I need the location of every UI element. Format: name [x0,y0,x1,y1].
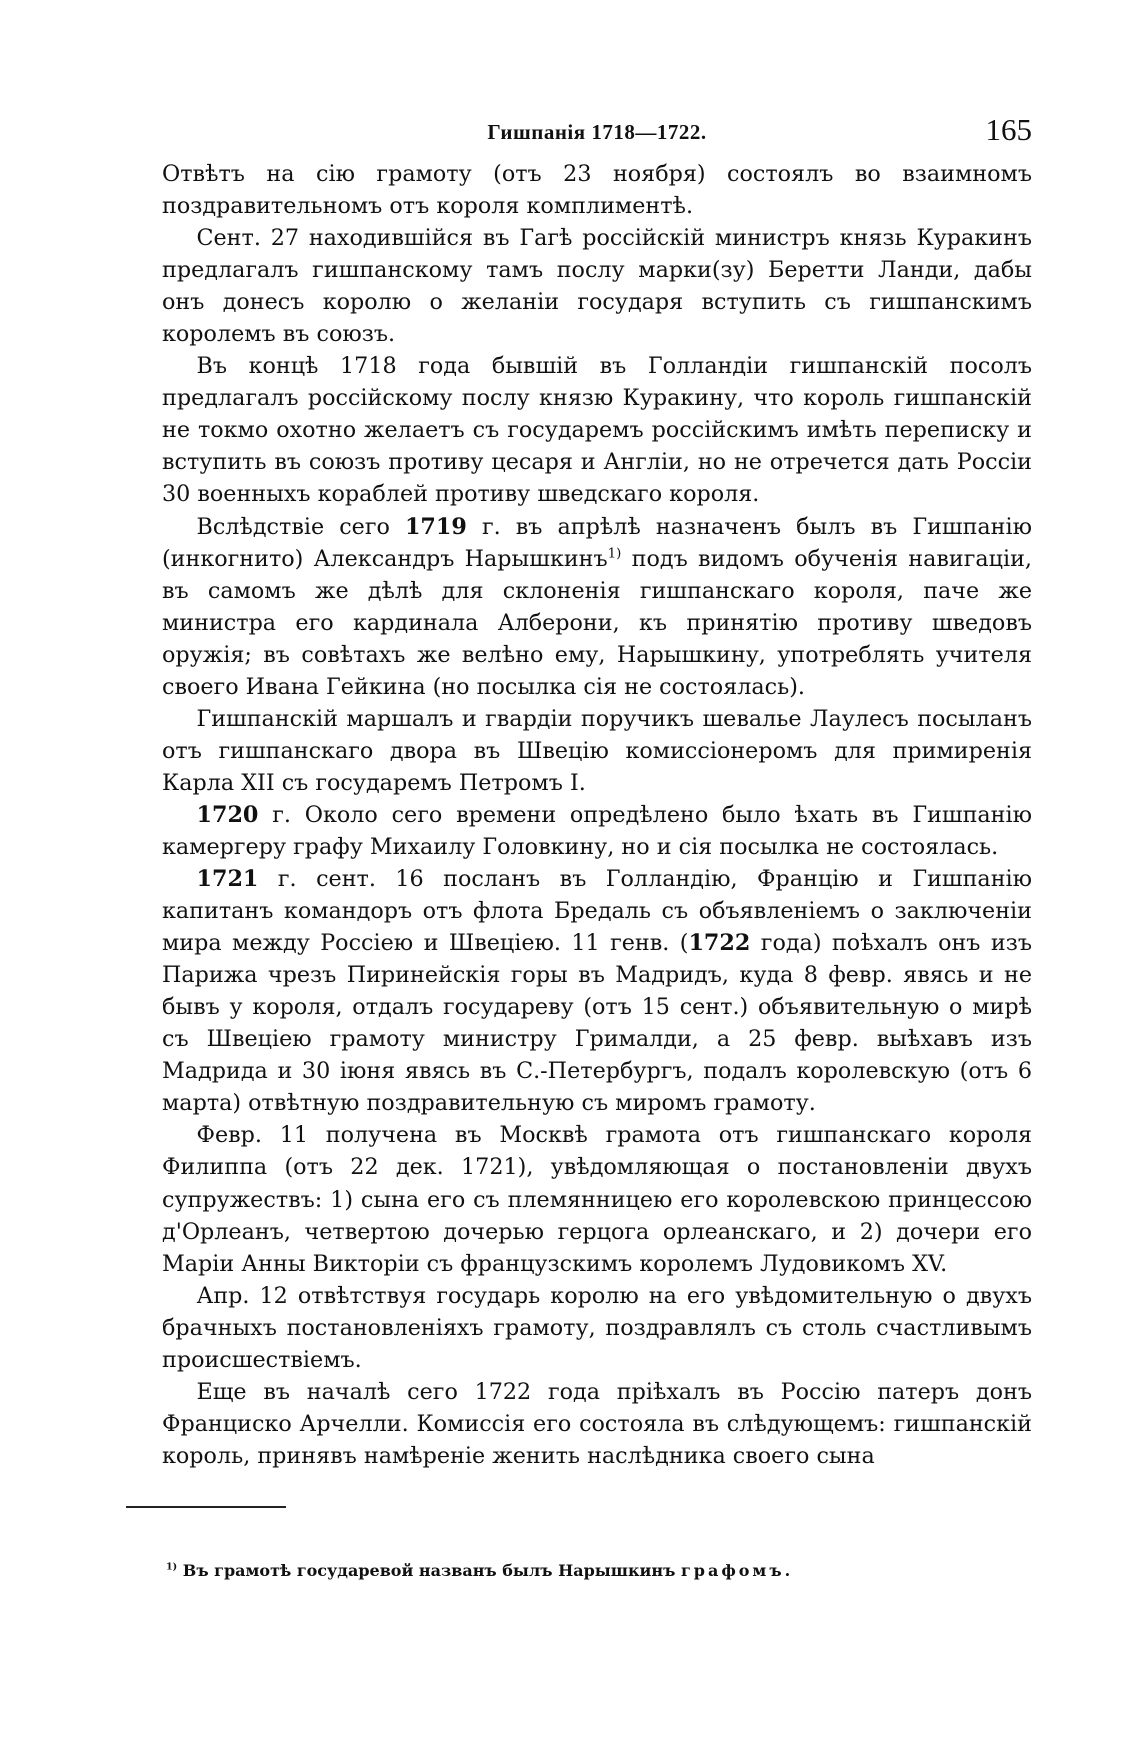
paragraph-4 [162,511,1032,703]
paragraph-10: Еще въ началѣ сего 1722 года пріѣхалъ въ Россію патеръ донъ Франциско Арчелли. Комиссія его состояла въ слѣдующемъ: гишпанскій король, принявъ намѣреніе женить наслѣдника своего сына [162,1378,1032,1469]
running-head [162,112,1032,156]
footnote-divider [126,1506,286,1508]
footnote-reference[interactable]: 1) [607,546,622,562]
running-title: Гишпанія 1718—1722. [487,120,707,144]
footnote-emphasis: графомъ. [680,1561,794,1580]
paragraph-8: Февр. 11 получена въ Москвѣ грамота отъ гишпанскаго короля Филиппа (отъ 22 дек. 1721), увѣдомляющая о постановленіи двухъ супружествъ: 1) сына его съ племянницею его королевскою принцессою д'Орлеанъ, четвертою дочерью герцога орлеанскаго, и 2) дочери его Маріи Анны Викторіи съ французскимъ королемъ Лудовикомъ XV. [162,1122,1032,1277]
paragraph-7-rest: года) поѣхалъ онъ изъ Парижа чрезъ Пиринейскія горы въ Мадридъ, куда 8 февр. явясь и не бывъ у короля, отдалъ государеву (отъ 15 сент.) объявительную о мирѣ съ Швеціею грамоту министру Грималди, а 25 февр. выѣхавъ изъ Мадрида и 30 іюня явясь въ С.-Петербургъ, подалъ королевскую (отъ 6 марта) отвѣтную поздравительную съ миромъ грамоту. [162,930,1032,1117]
page-number: 165 [985,112,1032,147]
paragraph-6 [162,799,1032,863]
paragraph-4-lead: Вслѣдствіе сего [196,513,390,540]
year-1722: 1722 [688,930,751,957]
paragraph-6-rest: г. Около сего времени опредѣлено было ѣхать въ Гишпанію камергеру графу Михаилу Головкину, но и сія посылка не состоялась. [162,801,1033,860]
footnote-text: Въ грамотѣ государевой названъ былъ Нарышкинъ [182,1561,676,1580]
paragraph-7 [162,863,1032,1119]
paragraph-4-rest: подъ видомъ обученія навигаціи, въ самомъ же дѣлѣ для склоненія гишпанскаго короля, паче же министра его кардинала Алберони, къ принятію противу шведовъ оружія; въ совѣтахъ же велѣно ему, Нарышкину, употреблять учителя своего Ивана Гейкина (но посылка сія не состоялась). [162,545,1032,700]
paragraph-4-mid: г. въ апрѣлѣ назначенъ былъ въ Гишпанію (инкогнито) Александръ Нарышкинъ [162,513,1032,572]
year-1719: 1719 [404,513,467,540]
paragraph-3: Въ концѣ 1718 года бывшій въ Голландіи гишпанскій посолъ предлагалъ россійскому послу князю Куракину, что король гишпанскій не токмо охотно желаетъ съ государемъ россійскимъ имѣть переписку и вступить въ союзъ противу цесаря и Англіи, но не отречется дать Россіи 30 военныхъ кораблей противу шведскаго короля. [162,353,1032,508]
paragraph-9: Апр. 12 отвѣтствуя государь королю на его увѣдомительную о двухъ брачныхъ постановленіяхъ грамоту, поздравлялъ съ столь счастливымъ происшествіемъ. [162,1282,1032,1373]
paragraph-2: Сент. 27 находившійся въ Гагѣ россійскій министръ князь Куракинъ предлагалъ гишпанскому тамъ послу марки(зу) Беретти Ланди, дабы онъ донесъ королю о желаніи государя вступить съ гишпанскимъ королемъ въ союзъ. [162,225,1032,348]
paragraph-7-mid: г. сент. 16 посланъ въ Голландію, Францію и Гишпанію капитанъ командоръ отъ флота Бредаль съ объявленіемъ о заключеніи мира между Россіею и Швеціею. 11 генв. ( [162,866,1033,957]
paragraph-1: Отвѣтъ на сію грамоту (отъ 23 ноября) состоялъ во взаимномъ поздравительномъ отъ короля комплиментѣ. [162,161,1032,220]
year-1721: 1721 [196,866,259,893]
paragraph-5: Гишпанскій маршалъ и гвардіи поручикъ шевалье Лаулесъ посыланъ отъ гишпанскаго двора въ Швецію комиссіонеромъ для примиренія Карла XII съ государемъ Петромъ I. [162,705,1032,796]
body-text [162,158,1032,1472]
footnote-mark: 1) [166,1561,178,1573]
footnote [166,1560,1026,1582]
year-1720: 1720 [196,801,259,828]
